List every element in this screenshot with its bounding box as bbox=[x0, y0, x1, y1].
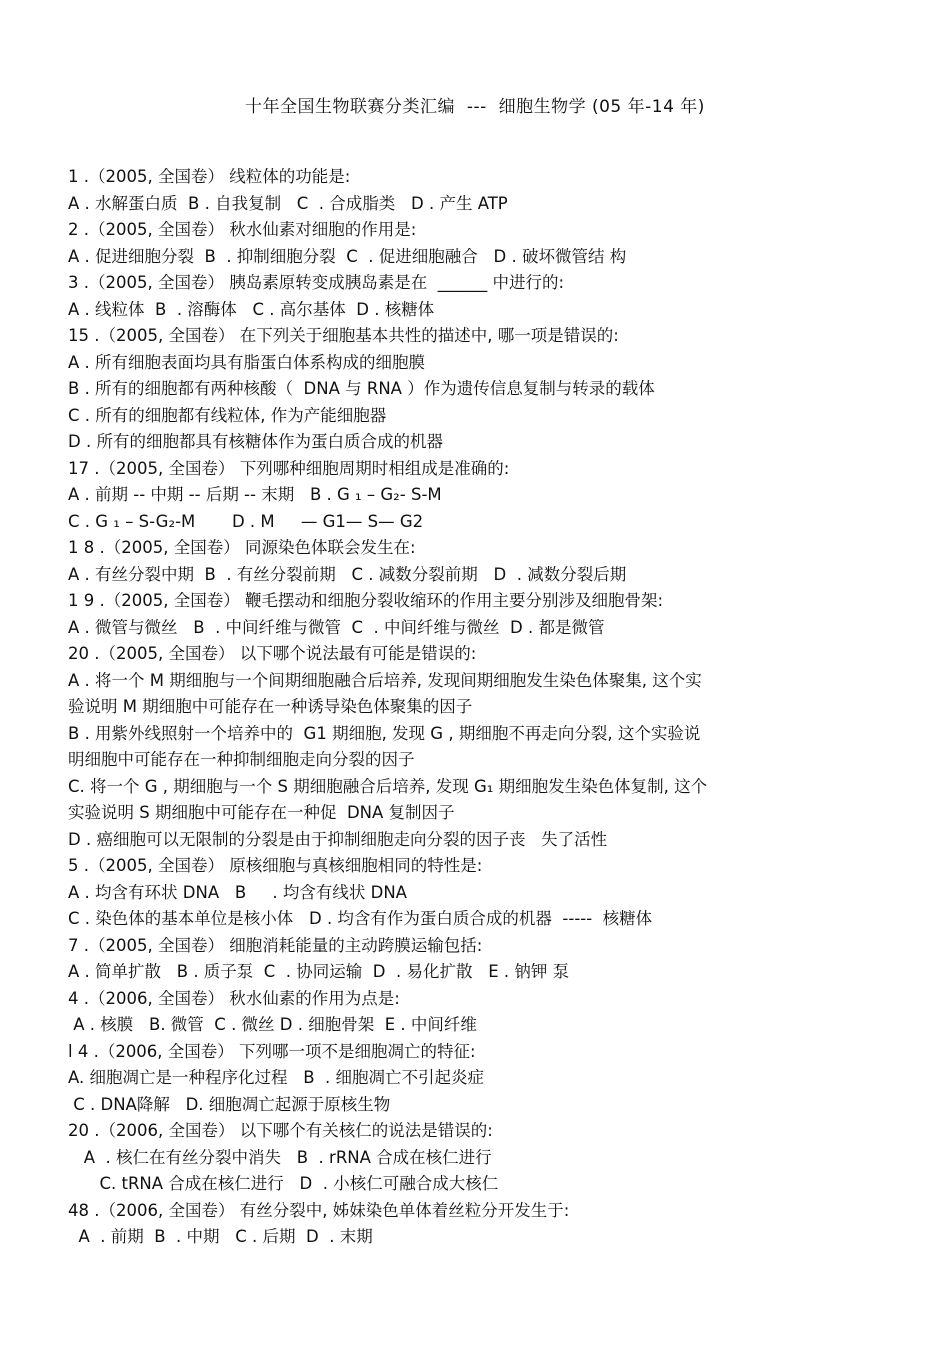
text-line: 7 .（2005, 全国卷） 细胞消耗能量的主动跨膜运输包括: bbox=[68, 935, 483, 955]
text-line: A . 所有细胞表面均具有脂蛋白体系构成的细胞膜 bbox=[68, 352, 426, 372]
text-line: A . 核仁在有丝分裂中消失 B . rRNA 合成在核仁进行 bbox=[68, 1147, 492, 1167]
text-line: A . 核膜 B. 微管 C . 微丝 D . 细胞骨架 E . 中间纤维 bbox=[68, 1015, 477, 1034]
text-line: B . 用紫外线照射一个培养中的 G1 期细胞, 发现 G , 期细胞不再走向分裂, 这个实验说 bbox=[68, 723, 701, 743]
text-line: 3 .（2005, 全国卷） 胰岛素原转变成胰岛素是在 ______ 中进行的: bbox=[68, 273, 565, 292]
text-line: 1 8 .（2005, 全国卷） 同源染色体联会发生在: bbox=[68, 538, 416, 557]
text-line: D . 癌细胞可以无限制的分裂是由于抑制细胞走向分裂的因子丧 失了活性 bbox=[68, 829, 608, 849]
text-line: A . 线粒体 B . 溶酶体 C . 高尔基体 D . 核糖体 bbox=[68, 299, 435, 319]
text-line: 5 .（2005, 全国卷） 原核细胞与真核细胞相同的特性是: bbox=[68, 856, 483, 875]
text-line: l 4 .（2006, 全国卷） 下列哪一项不是细胞凋亡的特征: bbox=[68, 1041, 476, 1061]
text-line: C. 将一个 G , 期细胞与一个 S 期细胞融合后培养, 发现 G₁ 期细胞发生染色体复制, 这个 bbox=[68, 776, 708, 796]
text-line: 17 .（2005, 全国卷） 下列哪种细胞周期时相组成是准确的: bbox=[68, 458, 510, 478]
text-line: A. 细胞凋亡是一种程序化过程 B . 细胞凋亡不引起炎症 bbox=[68, 1068, 485, 1087]
text-line: 1 9 .（2005, 全国卷） 鞭毛摆动和细胞分裂收缩环的作用主要分别涉及细胞骨架: bbox=[68, 591, 664, 610]
text-line: 验说明 M 期细胞中可能存在一种诱导染色体聚集的因子 bbox=[68, 697, 473, 716]
text-line: 明细胞中可能存在一种抑制细胞走向分裂的因子 bbox=[68, 750, 415, 769]
text-line: A . 前期 -- 中期 -- 后期 -- 末期 B . G ₁ – G₂- S-M bbox=[68, 485, 442, 504]
text-line: B . 所有的细胞都有两种核酸（ DNA 与 RNA ）作为遗传信息复制与转录的载体 bbox=[68, 379, 655, 398]
text-line: 4 .（2006, 全国卷） 秋水仙素的作用为点是: bbox=[68, 988, 400, 1008]
text-line: C . 所有的细胞都有线粒体, 作为产能细胞器 bbox=[68, 405, 387, 425]
text-line: 20 .（2006, 全国卷） 以下哪个有关核仁的说法是错误的: bbox=[68, 1121, 493, 1140]
text-line: 48 .（2006, 全国卷） 有丝分裂中, 姊妹染色单体着丝粒分开发生于: bbox=[68, 1200, 570, 1220]
text-line: D . 所有的细胞都具有核糖体作为蛋白质合成的机器 bbox=[68, 432, 443, 451]
text-line: 2 .（2005, 全国卷） 秋水仙素对细胞的作用是: bbox=[68, 220, 417, 239]
text-line: C . 染色体的基本单位是核小体 D . 均含有作为蛋白质合成的机器 ----- 核糖体 bbox=[68, 909, 653, 928]
text-line: 1 .（2005, 全国卷） 线粒体的功能是: bbox=[68, 167, 351, 186]
text-line: A . 微管与微丝 B . 中间纤维与微管 C . 中间纤维与微丝 D . 都是微管 bbox=[68, 617, 605, 637]
text-line: A . 均含有环状 DNA B . 均含有线状 DNA bbox=[68, 882, 407, 902]
document-title: 十年全国生物联赛分类汇编 --- 细胞生物学 (05 年-14 年) bbox=[245, 97, 705, 117]
text-line: 20 .（2005, 全国卷） 以下哪个说法最有可能是错误的: bbox=[68, 644, 477, 663]
text-line: C. tRNA 合成在核仁进行 D . 小核仁可融合成大核仁 bbox=[68, 1174, 499, 1193]
question-list bbox=[0, 164, 950, 1251]
text-line: C . DNA降解 D. 细胞凋亡起源于原核生物 bbox=[68, 1094, 391, 1114]
text-line: A . 前期 B . 中期 C . 后期 D . 末期 bbox=[68, 1227, 373, 1246]
text-line: 实验说明 S 期细胞中可能存在一种促 DNA 复制因子 bbox=[68, 803, 455, 822]
text-line: A . 简单扩散 B . 质子泵 C . 协同运输 D . 易化扩散 E . 钠钾 泵 bbox=[68, 962, 570, 981]
text-line: A . 将一个 M 期细胞与一个间期细胞融合后培养, 发现间期细胞发生染色体聚集, 这个实 bbox=[68, 670, 702, 690]
text-line: 15 .（2005, 全国卷） 在下列关于细胞基本共性的描述中, 哪一项是错误的: bbox=[68, 326, 619, 345]
text-line: A . 水解蛋白质 B . 自我复制 C . 合成脂类 D . 产生 ATP bbox=[68, 193, 508, 213]
text-line: C . G ₁ – S-G₂-M D . M — G1— S— G2 bbox=[68, 511, 424, 531]
text-line: A . 促进细胞分裂 B . 抑制细胞分裂 C . 促进细胞融合 D . 破坏微管结 构 bbox=[68, 246, 627, 266]
text-line: A . 有丝分裂中期 B . 有丝分裂前期 C . 减数分裂前期 D . 减数分裂后期 bbox=[68, 564, 627, 584]
